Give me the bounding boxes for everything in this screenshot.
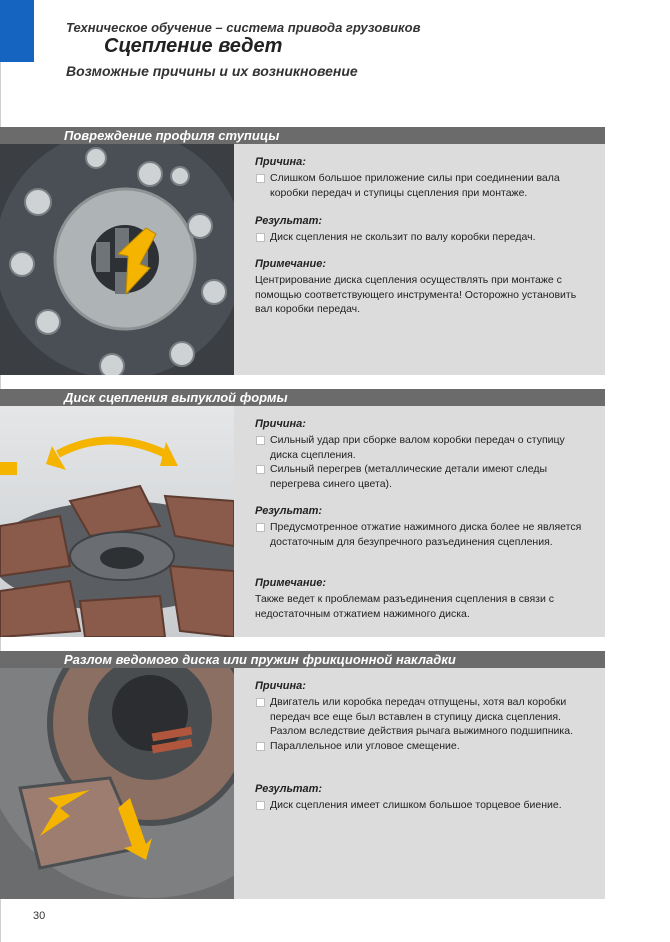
result-item: Диск сцепления не скользит по валу коробки передач.: [255, 230, 595, 245]
section-title-bar: [0, 389, 605, 406]
page-number: 30: [33, 910, 46, 922]
cause-label: Причина:: [255, 418, 306, 430]
page-title: Сцепление ведет: [104, 35, 283, 57]
result-block: [255, 505, 595, 549]
section-title: Диск сцепления выпуклой формы: [64, 390, 288, 405]
note-label: Примечание:: [255, 577, 327, 589]
note-label: Примечание:: [255, 258, 327, 270]
section-convex-disc: [0, 389, 605, 637]
result-label: Результат:: [255, 783, 323, 795]
note-text: Центрирование диска сцепления осуществлять при монтаже с помощью соответствующего инструмента! Осторожно установить вал коробки передач.: [255, 274, 577, 316]
result-label: Результат:: [255, 215, 323, 227]
header-course-title: Техническое обучение – система привода грузовиков: [66, 20, 421, 35]
convex-disc-photo: [0, 406, 234, 637]
fracture-photo: [0, 668, 234, 899]
note-text: Также ведет к проблемам разъединения сцепления в связи с недостаточным отжатием нажимного диска.: [255, 593, 555, 620]
result-label: Результат:: [255, 505, 323, 517]
page-subtitle: Возможные причины и их возникновение: [66, 63, 358, 79]
cause-label: Причина:: [255, 680, 306, 692]
note-block: [255, 258, 595, 317]
cause-block: [255, 156, 595, 200]
cause-item: Двигатель или коробка передач отпущены, хотя вал коробки передач все еще был вставлен в ступицу диска сцепления. Разлом вследствие действия рычага выжимного подшипника.: [255, 695, 595, 739]
brand-tab: [0, 0, 34, 62]
cause-item: Параллельное или угловое смещение.: [255, 739, 595, 754]
note-block: [255, 577, 595, 621]
result-item: Диск сцепления имеет слишком большое торцевое биение.: [255, 798, 595, 813]
cause-item: Сильный удар при сборке валом коробки передач о ступицу диска сцепления.: [255, 433, 595, 462]
cause-item: Сильный перегрев (металлические детали имеют следы перегрева синего цвета).: [255, 462, 595, 491]
result-block: [255, 215, 595, 245]
section-title: Разлом ведомого диска или пружин фрикционной накладки: [64, 652, 456, 667]
result-block: [255, 783, 595, 813]
hub-damage-photo: [0, 144, 234, 375]
section-title-bar: [0, 127, 605, 144]
section-title: Повреждение профиля ступицы: [64, 128, 280, 143]
cause-block: [255, 680, 595, 753]
cause-item: Слишком большое приложение силы при соединении вала коробки передач и ступицы сцепления при монтаже.: [255, 171, 595, 200]
section-text-panel: [234, 406, 605, 637]
section-text-panel: [234, 668, 605, 899]
result-item: Предусмотренное отжатие нажимного диска более не является достаточным для безупречного разъединения сцепления.: [255, 520, 595, 549]
cause-label: Причина:: [255, 156, 306, 168]
section-disc-spring-fracture: [0, 651, 605, 899]
section-hub-profile-damage: [0, 127, 605, 375]
section-title-bar: [0, 651, 605, 668]
section-text-panel: [234, 144, 605, 375]
cause-block: [255, 418, 595, 491]
yellow-marker: [0, 462, 17, 475]
